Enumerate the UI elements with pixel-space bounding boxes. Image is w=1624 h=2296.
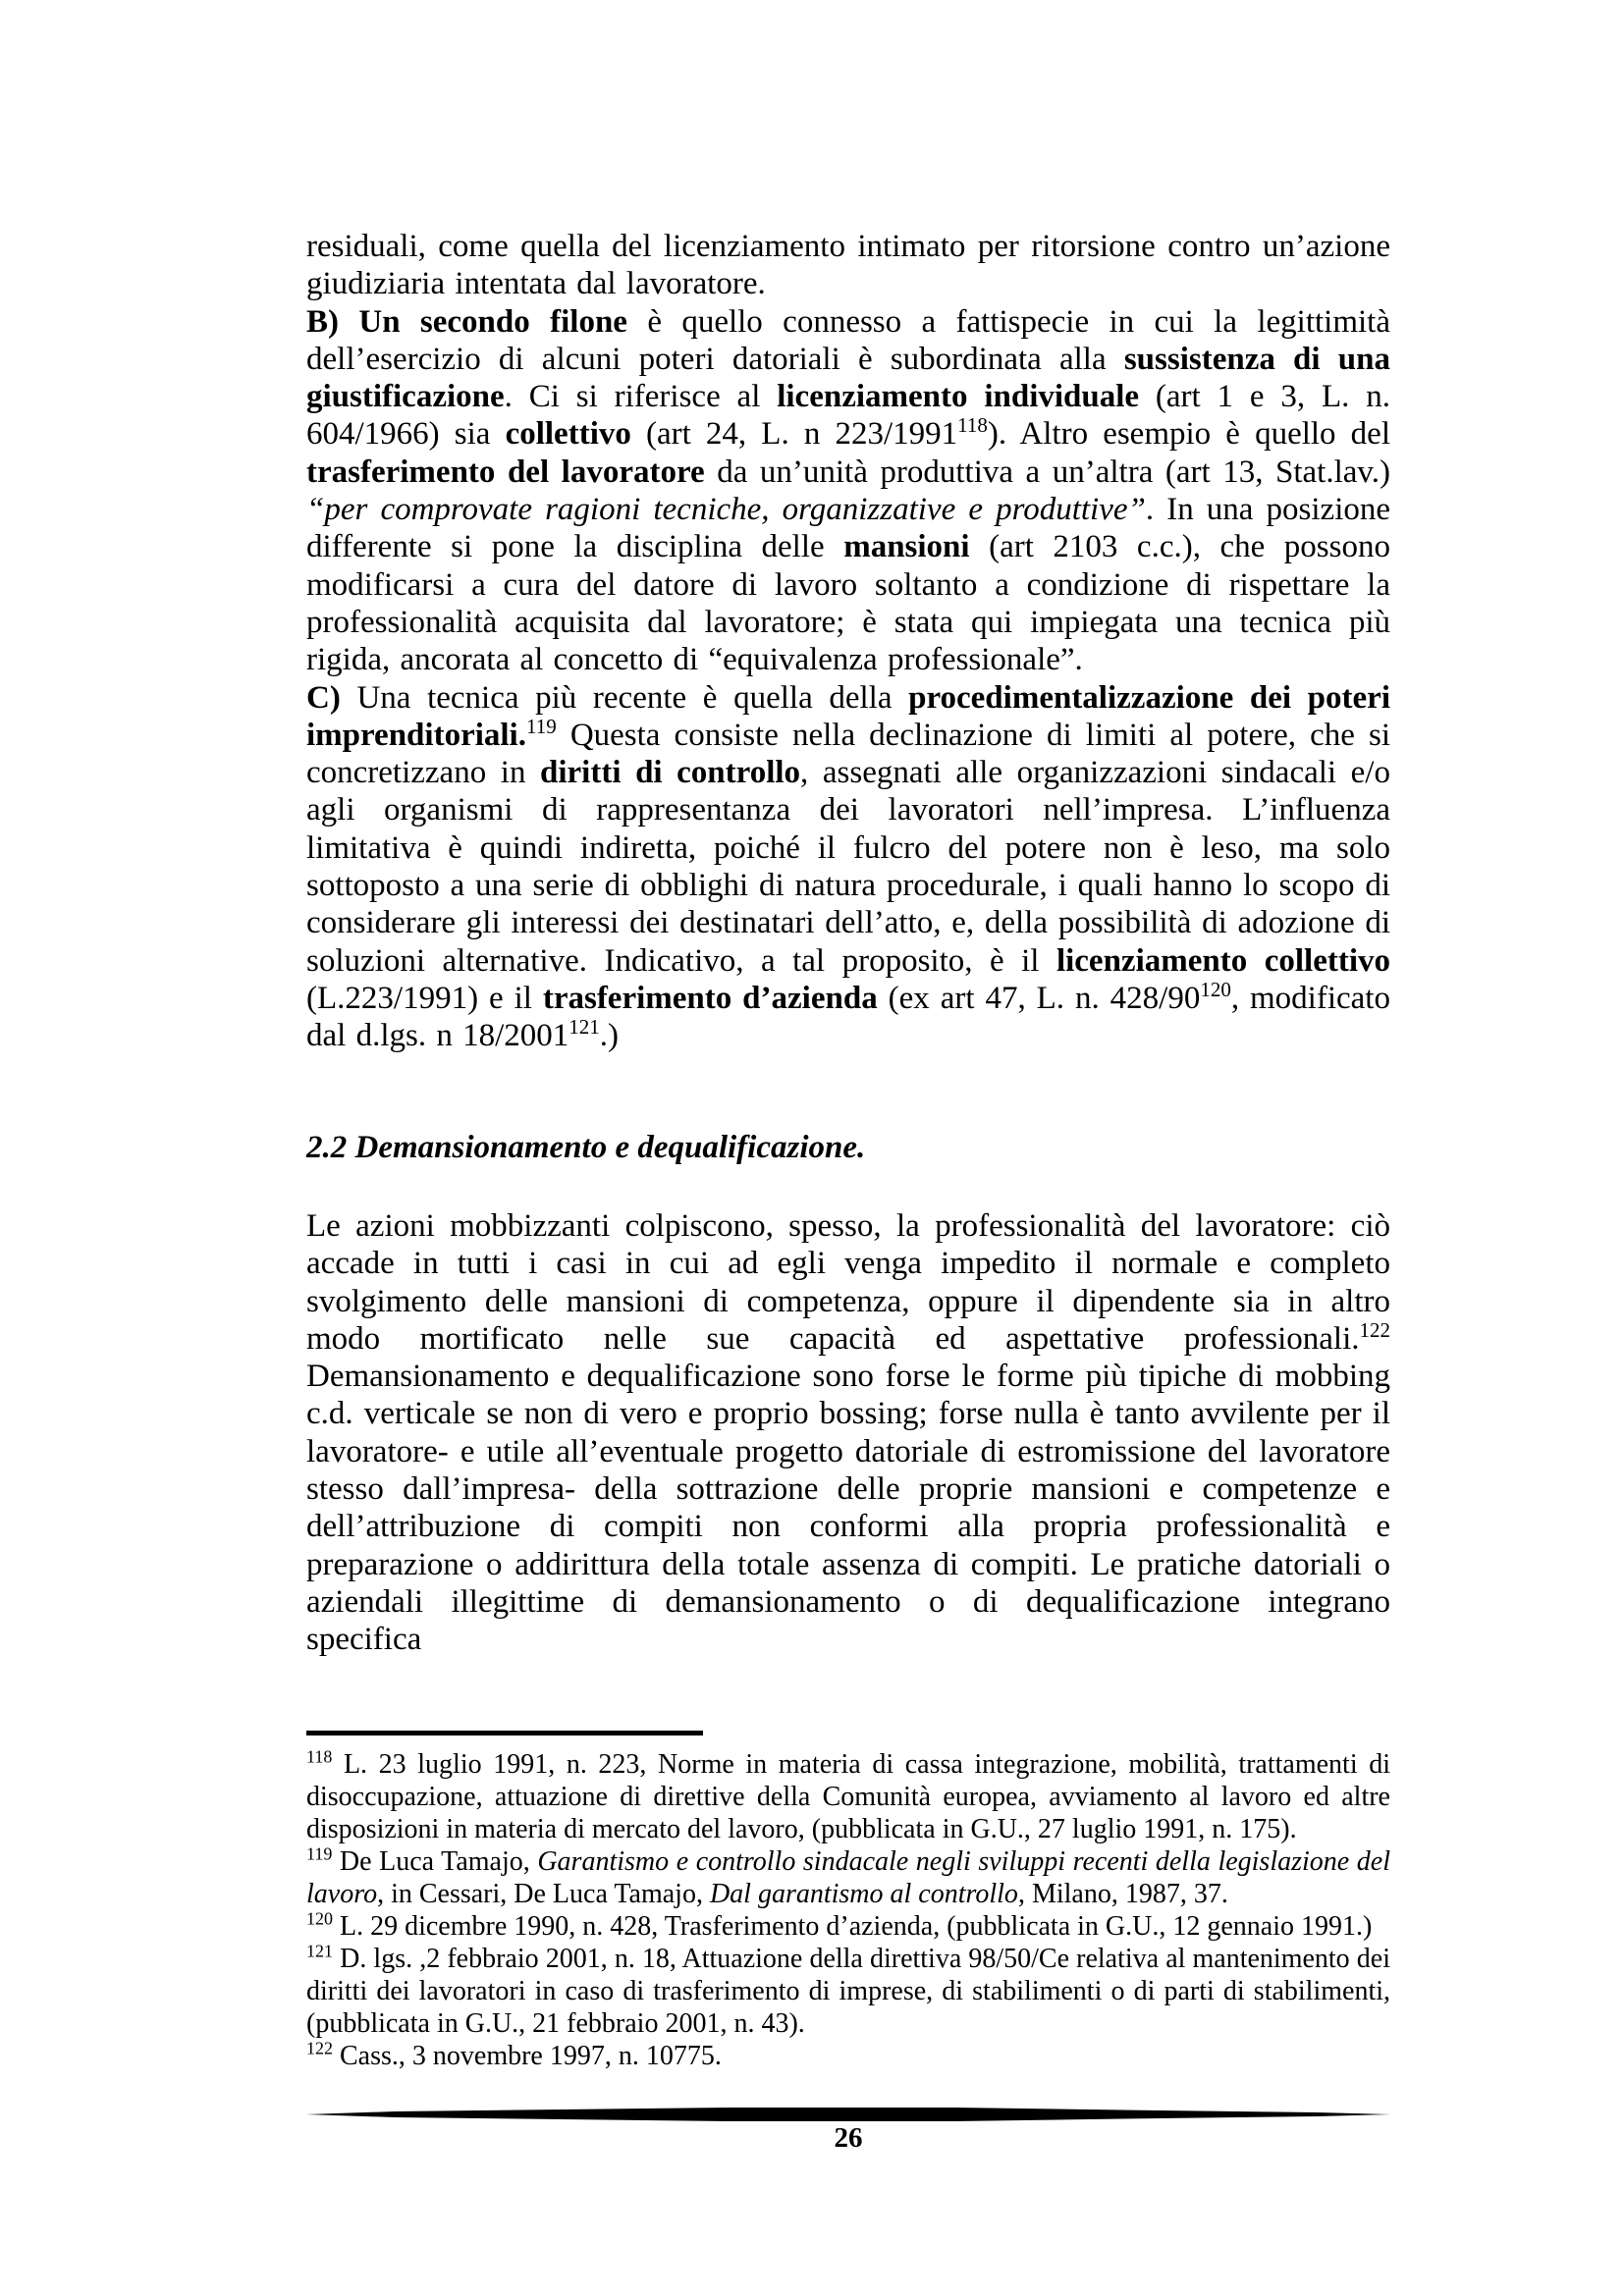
footnote-121 — [306, 1943, 1390, 2040]
footnote-ref-superscript: 120 — [306, 1908, 333, 1929]
footnote-ref-superscript: 122 — [306, 2038, 333, 2058]
text-run: C) — [306, 679, 341, 716]
text-run: residuali, come quella del licenziamento intimato per ritorsione contro un’azione giudiziaria intentata dal lavoratore. — [306, 229, 1390, 302]
section-heading-2-2: 2.2 Demansionamento e dequalificazione. — [306, 1130, 866, 1165]
text-run: De Luca Tamajo, — [332, 1846, 538, 1877]
text-run: sussistenza di una giustificazione — [306, 341, 1390, 415]
text-run: diritti di controllo — [540, 755, 801, 791]
page-number: 26 — [834, 2122, 863, 2154]
text-run: licenziamento collettivo — [1056, 942, 1390, 979]
text-run: , modificato dal d.lgs. n 18/2001 — [306, 980, 1390, 1054]
text-run: Cass., 3 novembre 1997, n. 10775. — [333, 2041, 722, 2071]
footnote-ref-superscript: 119 — [525, 714, 557, 738]
text-run: collettivo — [505, 416, 631, 453]
footnote-ref-superscript: 119 — [306, 1843, 333, 1864]
footnote-separator-line — [306, 1731, 703, 1735]
footnote-122 — [306, 2040, 1390, 2072]
text-run: Garantismo e controllo sindacale negli sviluppi recenti della legislazione del lavoro — [306, 1846, 1390, 1909]
text-run: ). Altro esempio è quello del — [987, 416, 1390, 453]
text-run: trasferimento del lavoratore — [306, 454, 705, 490]
text-run: L. 29 dicembre 1990, n. 428, Trasferimento d’azienda, (pubblicata in G.U., 12 gennaio 1991.) — [333, 1911, 1373, 1942]
paragraph-demansionamento — [306, 1207, 1390, 1659]
text-run: D. lgs. ,2 febbraio 2001, n. 18, Attuazione della direttiva 98/50/Ce relativa al mantenimento dei diritti dei lavoratori in caso di trasferimento di imprese, di stabilimenti o di parti di stabilimenti, (pubblicata in G.U., 21 febbraio 2001, n. 43). — [306, 1944, 1390, 2039]
text-run: (L.223/1991) e il — [306, 980, 543, 1016]
text-run: è quello connesso a fattispecie in cui la legittimità dell’esercizio di alcuni poteri datoriali è subordinata alla — [306, 303, 1391, 377]
text-run: , Milano, 1987, 37. — [1017, 1879, 1228, 1909]
footnote-ref-superscript: 120 — [1200, 977, 1231, 1001]
text-run: Dal garantismo al controllo — [709, 1879, 1018, 1909]
footnote-ref-superscript: 118 — [306, 1746, 333, 1767]
footnote-120 — [306, 1910, 1390, 1943]
text-run: , in Cessari, De Luca Tamajo, — [377, 1879, 710, 1909]
text-run: Una tecnica più recente è quella della — [340, 679, 909, 716]
text-run: licenziamento individuale — [777, 379, 1140, 415]
text-run: (ex art 47, L. n. 428/90 — [877, 980, 1201, 1016]
paragraph-c-procedimentalizzazione — [306, 679, 1390, 1055]
footnote-ref-superscript: 121 — [306, 1941, 333, 1961]
text-run: (art 2103 c.c.), che possono modificarsi a cura del datore di lavoro soltanto a condizione di rispettare la professionalità acquisita dal lavoratore; è stata qui impiegata una tecnica più rigida, ancorata al concetto di “equivalenza professionale”. — [306, 529, 1390, 678]
text-run: procedimentalizzazione dei poteri imprenditoriali. — [306, 679, 1390, 753]
text-run: Le azioni mobbizzanti colpiscono, spesso, la professionalità del lavoratore: ciò accade in tutti i casi in cui ad egli venga impedito il normale e completo svolgimento delle mansioni di competenza, oppure il dipendente sia in altro modo mortificato nelle sue capacità ed aspettative professionali. — [306, 1208, 1390, 1357]
footnote-ref-superscript: 118 — [957, 413, 988, 438]
text-run: da un’unità produttiva a un’altra (art 13, Stat.lav.) — [704, 454, 1390, 490]
text-run: . Ci si riferisce al — [504, 379, 778, 415]
text-run: (art 1 e 3, L. n. 604/1966) sia — [306, 379, 1390, 453]
text-run: Questa consiste nella declinazione di limiti al potere, che si concretizzano in — [306, 717, 1390, 791]
text-run: (art 24, L. n 223/1991 — [630, 416, 958, 453]
text-run: “per comprovate ragioni tecniche, organizzative e produttive” — [306, 492, 1146, 528]
footnote-ref-superscript: 121 — [568, 1015, 600, 1040]
main-text-block — [306, 228, 1390, 1055]
footnotes-section — [306, 1731, 1390, 2072]
text-run: . In una posizione differente si pone la disciplina delle — [306, 492, 1391, 565]
text-run: .) — [599, 1018, 619, 1054]
text-run: trasferimento d’azienda — [542, 980, 878, 1016]
footnote-119 — [306, 1845, 1390, 1910]
paragraph-b-secondo-filone — [306, 303, 1390, 679]
bottom-rule-ornament — [306, 2107, 1390, 2122]
footnote-118 — [306, 1748, 1390, 1845]
text-run: L. 23 luglio 1991, n. 223, Norme in materia di cassa integrazione, mobilità, trattamenti di disoccupazione, attuazione di direttive della Comunità europea, avviamento al lavoro ed altre disposizioni in materia di mercato del lavoro, (pubblicata in G.U., 27 luglio 1991, n. 175). — [306, 1749, 1390, 1844]
text-run: B) Un secondo filone — [306, 303, 627, 340]
text-run: Demansionamento e dequalificazione sono forse le forme più tipiche di mobbing c.d. verticale se non di vero e proprio bossing; forse nulla è tanto avvilente per il lavoratore- e utile all’eventuale progetto datoriale di estromissione del lavoratore stesso dall’impresa- della sottrazione delle proprie mansioni e competenze e dell’attribuzione di compiti non conformi alla propria professionalità e preparazione o addirittura della totale assenza di compiti. Le pratiche datoriali o aziendali illegittime di demansionamento o di dequalificazione integrano specifica — [306, 1359, 1390, 1658]
footnote-ref-superscript: 122 — [1359, 1317, 1390, 1342]
text-run: mansioni — [843, 529, 970, 565]
text-run: , assegnati alle organizzazioni sindacali e/o agli organismi di rappresentanza dei lavoratori nell’impresa. L’influenza limitativa è quindi indiretta, poiché il fulcro del potere non è leso, ma solo sottoposto a una serie di obblighi di natura procedurale, i quali hanno lo scopo di considerare gli interessi dei destinatari dell’atto, e, della possibilità di adozione di soluzioni alternative. Indicativo, a tal proposito, è il — [306, 755, 1390, 979]
paragraph-residuali — [306, 228, 1390, 303]
